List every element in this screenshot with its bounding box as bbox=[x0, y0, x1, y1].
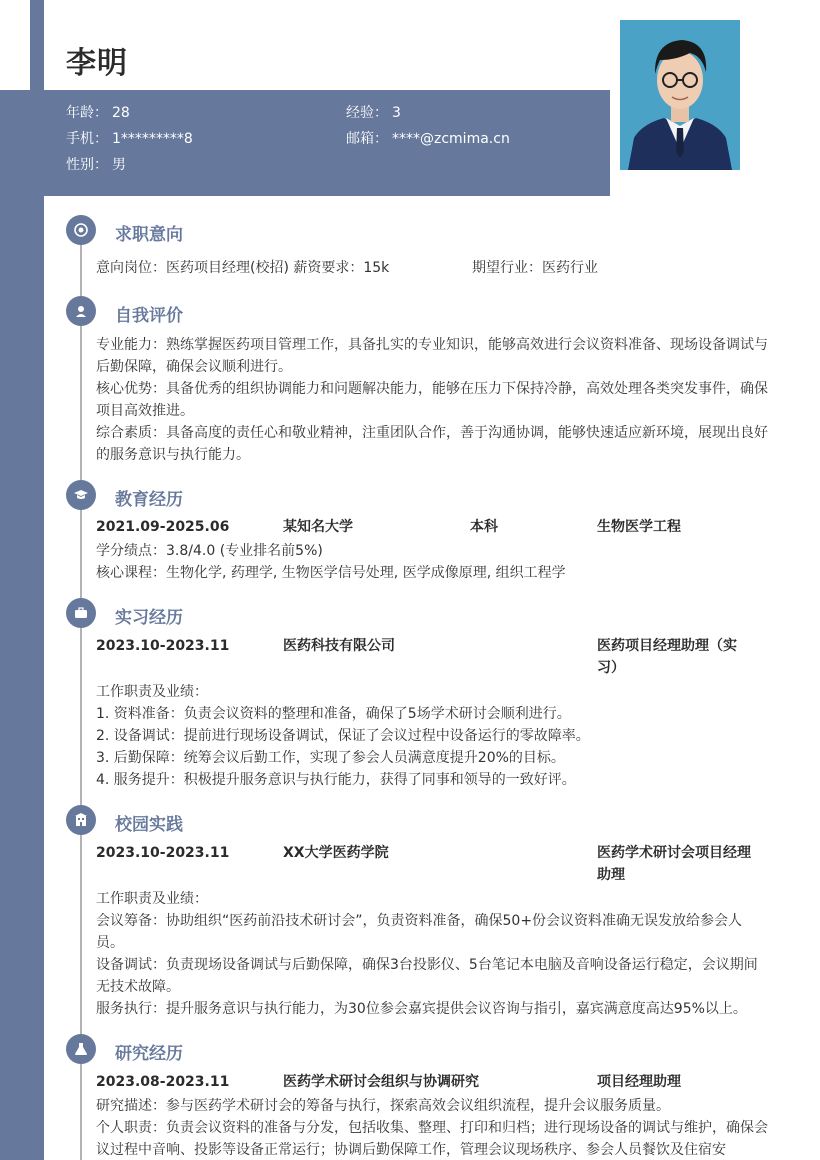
email-value: ****@zcmima.cn bbox=[392, 131, 510, 147]
campus-duty-label: 工作职责及业绩： bbox=[96, 891, 208, 907]
left-accent-bar-inner bbox=[30, 0, 44, 1160]
gender-value: 男 bbox=[112, 157, 126, 173]
internship-role: 医药项目经理助理（实习） bbox=[597, 638, 737, 676]
experience-field bbox=[346, 102, 401, 122]
experience-label: 经验： bbox=[346, 105, 388, 121]
email-label: 邮箱： bbox=[346, 131, 388, 147]
intent-position-salary: 意向岗位：医药项目经理(校招) 薪资要求：15k bbox=[96, 260, 390, 276]
candidate-name: 李明 bbox=[66, 46, 128, 81]
research-role: 项目经理助理 bbox=[597, 1074, 681, 1090]
campus-date: 2023.10-2023.11 bbox=[96, 845, 230, 861]
gender-field bbox=[66, 154, 126, 174]
person-icon bbox=[66, 296, 96, 326]
campus-duty-1: 会议筹备：协助组织“医药前沿技术研讨会”，负责资料准备，确保50+份会议资料准确无误发放给参会人员。 bbox=[96, 913, 743, 951]
education-major: 生物医学工程 bbox=[597, 519, 681, 535]
internship-duty-3: 3. 后勤保障：统筹会议后勤工作，实现了参会人员满意度提升20%的目标。 bbox=[96, 750, 565, 766]
basic-info-panel bbox=[44, 90, 610, 196]
self-eval-professional: 专业能力：熟练掌握医药项目管理工作，具备扎实的专业知识，能够高效进行会议资料准备、现场设备调试与后勤保障，确保会议顺利进行。 bbox=[96, 337, 768, 375]
age-value: 28 bbox=[112, 105, 130, 121]
education-degree: 本科 bbox=[470, 519, 498, 535]
target-icon bbox=[66, 215, 96, 245]
campus-duty-3: 服务执行：提升服务意识与执行能力，为30位参会嘉宾提供会议咨询与指引，嘉宾满意度高达95%以上。 bbox=[96, 1001, 747, 1017]
campus-role: 医药学术研讨会项目经理助理 bbox=[597, 845, 751, 883]
timeline-line bbox=[80, 230, 82, 1160]
section-title-education: 教育经历 bbox=[115, 490, 183, 510]
education-school: 某知名大学 bbox=[283, 519, 353, 535]
research-topic: 医药学术研讨会组织与协调研究 bbox=[283, 1074, 479, 1090]
section-title-research: 研究经历 bbox=[115, 1044, 183, 1064]
flask-icon bbox=[66, 1034, 96, 1064]
phone-field bbox=[66, 128, 193, 148]
section-title-internship: 实习经历 bbox=[115, 608, 183, 628]
email-field bbox=[346, 128, 510, 148]
left-accent-bar bbox=[0, 0, 30, 1160]
internship-company: 医药科技有限公司 bbox=[283, 638, 395, 654]
portrait-illustration bbox=[620, 20, 740, 170]
research-date: 2023.08-2023.11 bbox=[96, 1074, 230, 1090]
gender-label: 性别： bbox=[66, 157, 108, 173]
building-icon bbox=[66, 805, 96, 835]
phone-value: 1*********8 bbox=[112, 131, 193, 147]
section-title-self: 自我评价 bbox=[115, 306, 183, 326]
research-duty: 个人职责：负责会议资料的准备与分发，包括收集、整理、打印和归档；进行现场设备的调试与维护，确保会议过程中音响、投影等设备正常运行；协调后勤保障工作，管理会议现场秩序、参会人员餐饮及住宿安 bbox=[96, 1120, 768, 1158]
campus-duty-2: 设备调试：负责现场设备调试与后勤保障，确保3台投影仪、5台笔记本电脑及音响设备运行稳定，会议期间无技术故障。 bbox=[96, 957, 758, 995]
intent-industry: 期望行业：医药行业 bbox=[472, 260, 598, 276]
section-title-intent: 求职意向 bbox=[115, 225, 183, 245]
internship-duty-1: 1. 资料准备：负责会议资料的整理和准备，确保了5场学术研讨会顺利进行。 bbox=[96, 706, 571, 722]
internship-date: 2023.10-2023.11 bbox=[96, 638, 230, 654]
education-courses: 核心课程：生物化学, 药理学, 生物医学信号处理, 医学成像原理, 组织工程学 bbox=[96, 565, 566, 581]
briefcase-icon bbox=[66, 598, 96, 628]
profile-photo bbox=[620, 20, 740, 170]
self-eval-strengths: 核心优势：具备优秀的组织协调能力和问题解决能力，能够在压力下保持冷静，高效处理各类突发事件，确保项目高效推进。 bbox=[96, 381, 768, 419]
age-field bbox=[66, 102, 130, 122]
experience-value: 3 bbox=[392, 105, 401, 121]
internship-duty-4: 4. 服务提升：积极提升服务意识与执行能力，获得了同事和领导的一致好评。 bbox=[96, 772, 576, 788]
self-eval-quality: 综合素质：具备高度的责任心和敬业精神，注重团队合作，善于沟通协调，能够快速适应新环境，展现出良好的服务意识与执行能力。 bbox=[96, 425, 768, 463]
internship-duty-2: 2. 设备调试：提前进行现场设备调试，保证了会议过程中设备运行的零故障率。 bbox=[96, 728, 590, 744]
age-label: 年龄： bbox=[66, 105, 108, 121]
education-date: 2021.09-2025.06 bbox=[96, 519, 230, 535]
phone-label: 手机： bbox=[66, 131, 108, 147]
section-title-campus: 校园实践 bbox=[115, 815, 183, 835]
top-gutter bbox=[0, 0, 30, 90]
graduation-cap-icon bbox=[66, 480, 96, 510]
education-gpa: 学分绩点：3.8/4.0 (专业排名前5%) bbox=[96, 543, 323, 559]
campus-org: XX大学医药学院 bbox=[283, 845, 389, 861]
research-description: 研究描述：参与医药学术研讨会的筹备与执行，探索高效会议组织流程，提升会议服务质量。 bbox=[96, 1098, 670, 1114]
internship-duty-label: 工作职责及业绩： bbox=[96, 684, 208, 700]
